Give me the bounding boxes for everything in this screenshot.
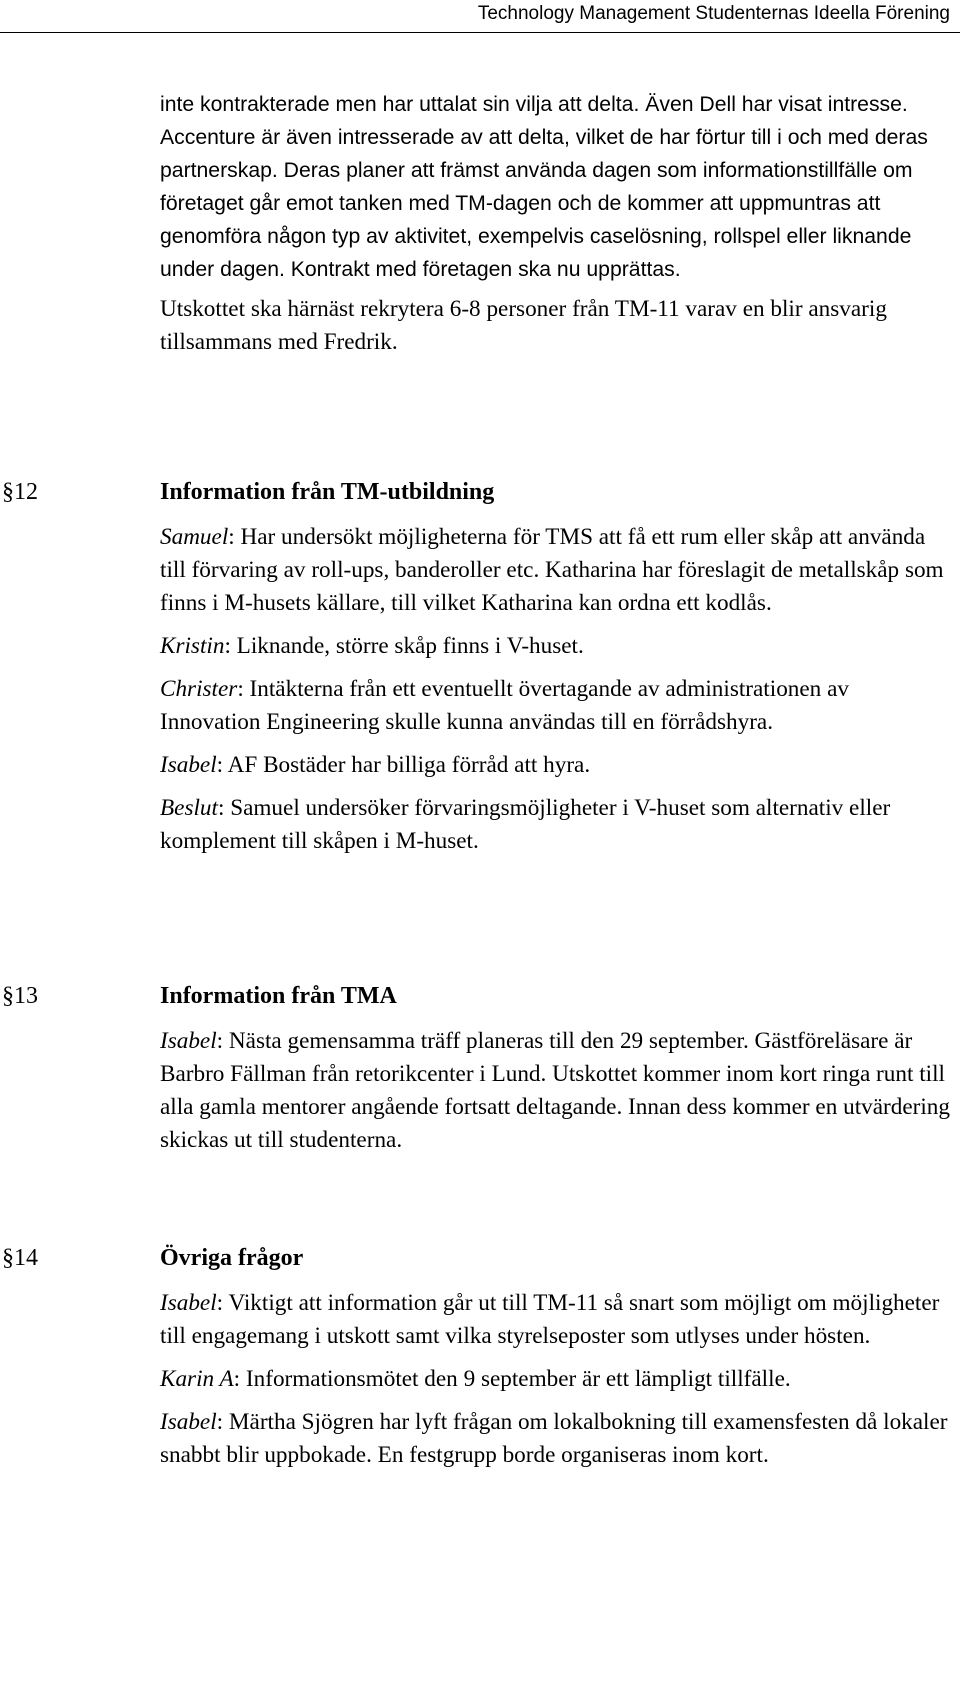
minute-text: : Har undersökt möjligheterna för TMS att få ett rum eller skåp att använda till förvaring av roll-ups, banderoller etc. Katharina har föreslagit de metallskåp som finns i M-husets källare, till vilket Katharina kan ordna ett kodlås. xyxy=(160,524,944,616)
section-number: §14 xyxy=(2,1245,38,1271)
speaker-name: Isabel xyxy=(160,1028,217,1054)
section-body xyxy=(160,521,950,868)
intro-block xyxy=(160,88,950,371)
section-body xyxy=(160,1287,950,1482)
section-title: Övriga frågor xyxy=(160,1245,304,1271)
minute-paragraph xyxy=(160,1287,950,1353)
minute-text: : Nästa gemensamma träff planeras till den 29 september. Gästföreläsare är Barbro Fällman från retorikcenter i Lund. Utskottet kommer inom kort ringa runt till alla gamla mentorer angående fortsatt deltagande. Innan dess kommer en utvärdering skickas ut till studenterna. xyxy=(160,1028,950,1153)
minute-text: : Samuel undersöker förvaringsmöjligheter i V-huset som alternativ eller komplement till skåpen i M-huset. xyxy=(160,795,891,854)
decision-paragraph xyxy=(160,792,950,858)
intro-paragraph-recruitment: Utskottet ska härnäst rekrytera 6-8 personer från TM-11 varav en blir ansvarig tillsammans med Fredrik. xyxy=(160,296,887,355)
speaker-name: Beslut xyxy=(160,795,218,821)
minute-paragraph xyxy=(160,749,950,782)
speaker-name: Isabel xyxy=(160,752,217,778)
minute-paragraph xyxy=(160,521,950,620)
minute-paragraph xyxy=(160,1406,950,1472)
minute-text: : AF Bostäder har billiga förråd att hyra. xyxy=(216,752,591,778)
minute-text: : Liknande, större skåp finns i V-huset. xyxy=(224,633,584,659)
speaker-name: Christer xyxy=(160,676,238,702)
page-header: Technology Management Studenternas Ideella Förening xyxy=(477,3,950,24)
speaker-name: Samuel xyxy=(160,524,229,550)
intro-paragraph: inte kontrakterade men har uttalat sin vilja att delta. Även Dell har visat intresse. Accenture är även intresserade av att delta, vilket de har förtur till i och med deras partnerskap. Deras planer att främst använda dagen som informationstillfälle om företaget går emot tanken med TM-dagen och de kommer att uppmuntras att genomföra någon typ av aktivitet, exempelvis caselösning, rollspel eller liknande under dagen. Kontrakt med företagen ska nu upprättas. xyxy=(160,93,928,281)
minute-text: : Viktigt att information går ut till TM-11 så snart som möjligt om möjligheter till engagemang i utskott samt vilka styrelseposter som utlyses under hösten. xyxy=(160,1290,940,1349)
speaker-name: Isabel xyxy=(160,1409,217,1435)
section-title: Information från TMA xyxy=(160,983,397,1009)
section-title: Information från TM-utbildning xyxy=(160,479,495,505)
minute-paragraph xyxy=(160,673,950,739)
minute-paragraph xyxy=(160,630,950,663)
minute-paragraph xyxy=(160,1025,950,1157)
speaker-name: Kristin xyxy=(160,633,225,659)
minute-text: : Märtha Sjögren har lyft frågan om lokalbokning till examensfesten då lokaler snabbt blir uppbokade. En festgrupp borde organiseras inom kort. xyxy=(160,1409,948,1468)
minute-paragraph xyxy=(160,1363,950,1396)
section-body xyxy=(160,1025,950,1167)
speaker-name: Isabel xyxy=(160,1290,217,1316)
minute-text: : Intäkterna från ett eventuellt övertagande av administrationen av Innovation Engineering skulle kunna användas till en förrådshyra. xyxy=(160,676,849,735)
section-number: §12 xyxy=(2,479,38,505)
minute-text: : Informationsmötet den 9 september är ett lämpligt tillfälle. xyxy=(233,1366,791,1392)
section-number: §13 xyxy=(2,983,38,1009)
header-divider xyxy=(0,32,960,33)
speaker-name: Karin A xyxy=(160,1366,234,1392)
